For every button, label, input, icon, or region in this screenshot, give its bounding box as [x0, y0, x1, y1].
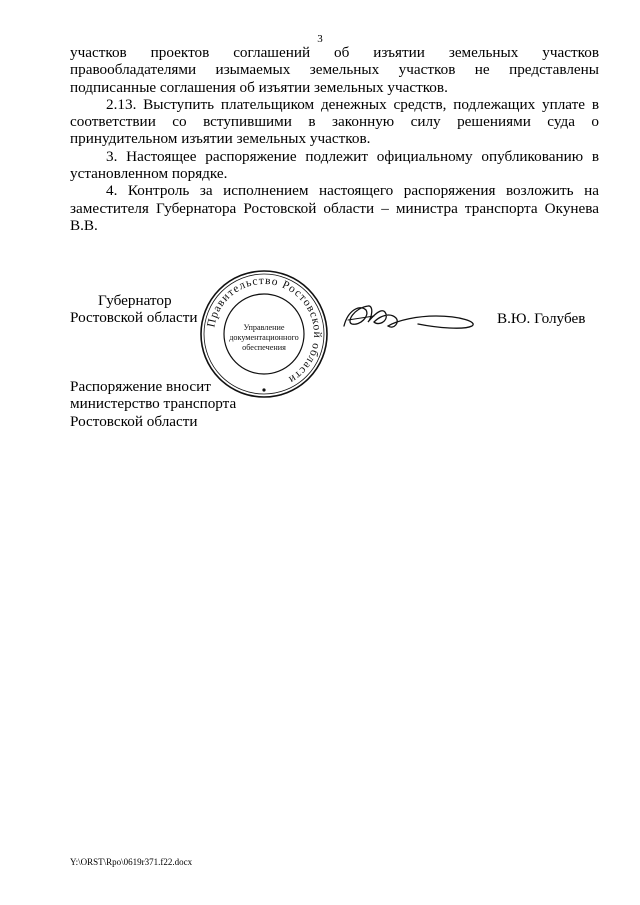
paragraph-2-13: 2.13. Выступить плательщиком денежных средств, подлежащих уплате в соответствии со вступившими в законную силу решениями суда о принудительном изъятии земельных участков. — [70, 95, 599, 148]
signature-icon — [338, 296, 498, 340]
seal-ring-text: Правительство Ростовской области — [205, 274, 324, 386]
seal-center-line3: обеспечения — [242, 343, 286, 352]
signer-name: В.Ю. Голубев — [497, 310, 586, 327]
submitter-line2: министерство транспорта — [70, 395, 237, 413]
submitter-line3: Ростовской области — [70, 412, 198, 430]
page-number: 3 — [317, 33, 323, 45]
paragraph-3: 3. Настоящее распоряжение подлежит официальному опубликованию в установленном порядке. — [70, 147, 599, 183]
seal-center-line2: документационного — [229, 333, 299, 342]
paragraph-continuation: участков проектов соглашений об изъятии земельных участков правообладателями изымаемых земельных участков не представлены подписанные соглашения об изъятии земельных участков. — [70, 44, 599, 96]
handwritten-signature — [338, 296, 498, 345]
body-text — [70, 44, 599, 234]
submitter-line1: Распоряжение вносит — [70, 378, 211, 395]
governor-title — [70, 292, 198, 327]
paragraph-4: 4. Контроль за исполнением настоящего распоряжения возложить на заместителя Губернатора Ростовской области – министра транспорта Окунева В.В. — [70, 182, 599, 234]
governor-title-line2: Ростовской области — [70, 309, 198, 327]
file-path: Y:\ORST\Rpo\0619r371.f22.docx — [70, 857, 193, 867]
seal-center-line1: Управление — [243, 323, 285, 332]
submitter-block — [70, 378, 236, 430]
governor-title-line1: Губернатор — [98, 292, 172, 309]
